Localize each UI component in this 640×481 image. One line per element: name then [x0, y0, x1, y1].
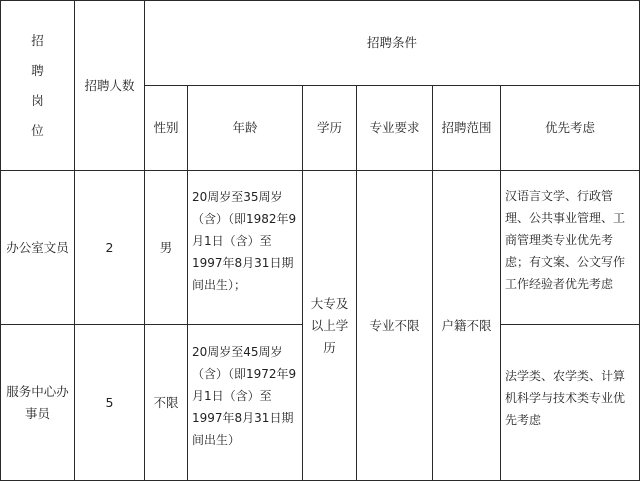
header-count: 招聘人数 — [74, 0, 145, 171]
header-gender: 性别 — [144, 85, 188, 171]
row-gender: 不限 — [144, 324, 188, 481]
header-position-char: 位 — [31, 122, 44, 138]
header-position-char: 聘 — [31, 62, 44, 78]
row-age: 20周岁至45周岁（含）（即1972年9月1日（含）至1997年8月31日期间出生） — [187, 324, 303, 481]
header-education: 学历 — [302, 85, 357, 171]
row-priority: 法学类、农学类、计算机科学与技术类专业优先考虑 — [500, 324, 640, 481]
header-position-char: 岗 — [31, 92, 44, 108]
row-gender: 男 — [144, 170, 188, 325]
header-position-char: 招 — [31, 32, 44, 48]
row-count: 2 — [74, 170, 145, 325]
header-priority: 优先考虑 — [500, 85, 640, 171]
row-priority: 汉语言文学、行政管理、公共事业管理、工商管理类专业优先考虑；有文案、公文写作工作经验者优先考虑 — [500, 170, 640, 325]
header-major: 专业要求 — [356, 85, 433, 171]
shared-education: 大专及以上学历 — [302, 170, 357, 481]
row-count: 5 — [74, 324, 145, 481]
shared-scope: 户籍不限 — [432, 170, 501, 481]
header-age: 年龄 — [187, 85, 303, 171]
header-conditions: 招聘条件 — [144, 0, 640, 86]
header-position — [0, 0, 75, 171]
row-position: 服务中心办事员 — [0, 324, 75, 481]
row-age: 20周岁至35周岁（含）（即1982年9月1日（含）至1997年8月31日期间出生）； — [187, 170, 303, 325]
header-scope: 招聘范围 — [432, 85, 501, 171]
row-position: 办公室文员 — [0, 170, 75, 325]
shared-major: 专业不限 — [356, 170, 433, 481]
